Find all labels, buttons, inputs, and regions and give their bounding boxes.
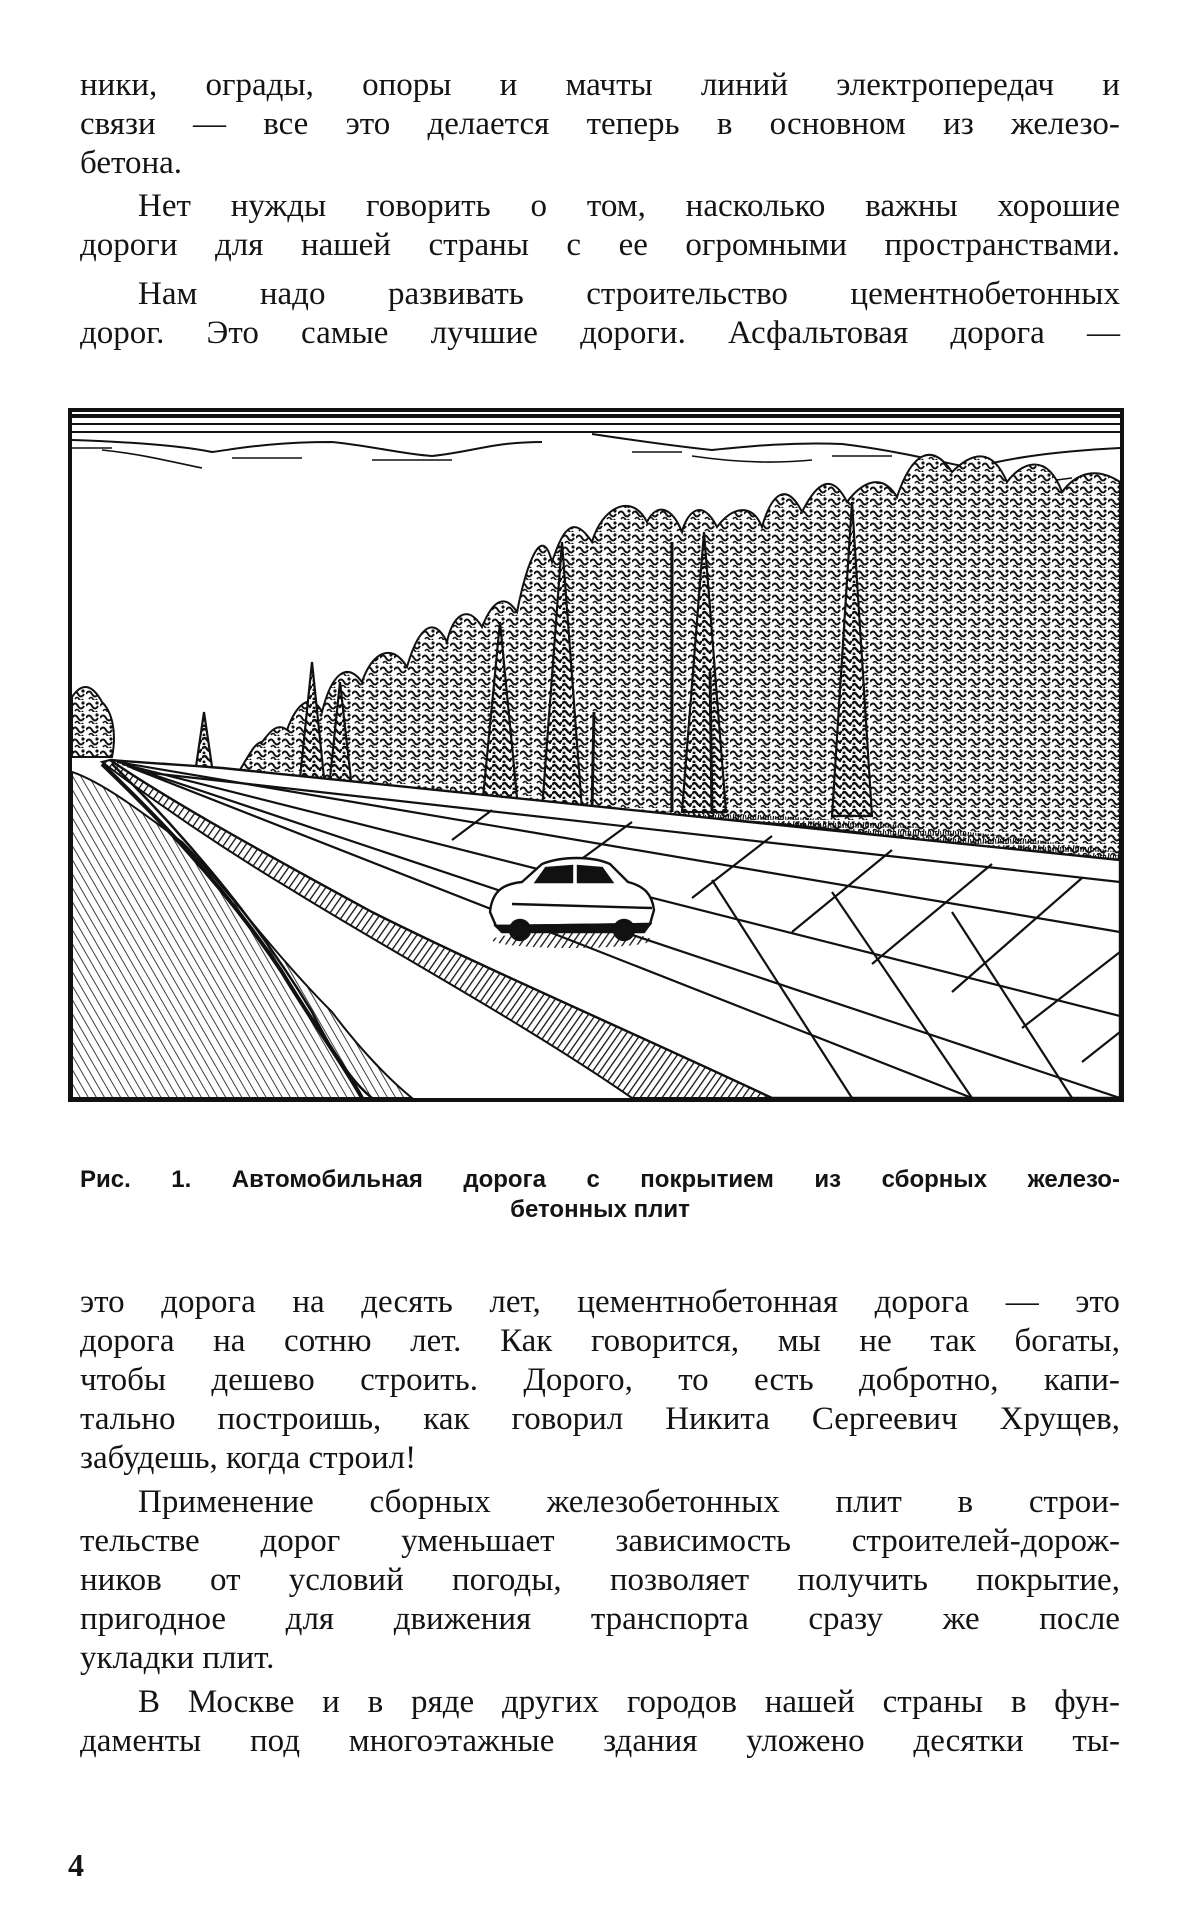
paragraph-continued [80,1283,1120,1478]
text-line: даменты под многоэтажные здания уложено десятки ты- [80,1723,1120,1759]
text-line: Применение сборных железобетонных плит в строи- [138,1484,1120,1520]
text-line: забудешь, когда строил! [80,1440,417,1476]
text-line: ники, ограды, опоры и мачты линий электропередач и [80,67,1120,103]
road-illustration [68,408,1124,1102]
text-line: В Москве и в ряде других городов нашей страны в фун- [138,1684,1120,1720]
paragraph-slabs-usage [80,1483,1120,1678]
top-text [80,66,1120,183]
caption-line: Рис. 1. Автомобильная дорога с покрытием из сборных железо- [80,1166,1120,1193]
text-line: дороги для нашей страны с ее огромными пространствами. [80,227,1120,263]
text-line: дорог. Это самые лучшие дороги. Асфальтовая дорога — [80,315,1120,351]
caption-line: бетонных плит [510,1196,690,1223]
paragraph-concrete-roads [80,275,1120,353]
paragraph-roads-importance [80,187,1120,265]
text-line: связи — все это делается теперь в основном из железо- [80,106,1120,142]
text-line: Нам надо развивать строительство цементнобетонных [138,276,1120,312]
text-line: это дорога на десять лет, цементнобетонная дорога — это [80,1284,1120,1320]
left-trees [72,687,114,757]
text-line: ников от условий погоды, позволяет получить покрытие, [80,1562,1120,1598]
text-line: тельстве дорог уменьшает зависимость строителей-дорож- [80,1523,1120,1559]
text-line: бетона. [80,145,183,181]
text-line: дорога на сотню лет. Как говорится, мы не так богаты, [80,1323,1120,1359]
text-line: пригодное для движения транспорта сразу же после [80,1601,1120,1637]
text-line: Нет нужды говорить о том, насколько важны хорошие [138,188,1120,224]
figure-caption [80,1165,1120,1225]
page-number: 4 [68,1847,84,1883]
text-line: чтобы дешево строить. Дорого, то есть добротно, капи- [80,1362,1120,1398]
paragraph-moscow [80,1683,1120,1761]
text-line: тально построишь, как говорил Никита Сергеевич Хрущев, [80,1401,1120,1437]
text-line: укладки плит. [80,1640,275,1676]
